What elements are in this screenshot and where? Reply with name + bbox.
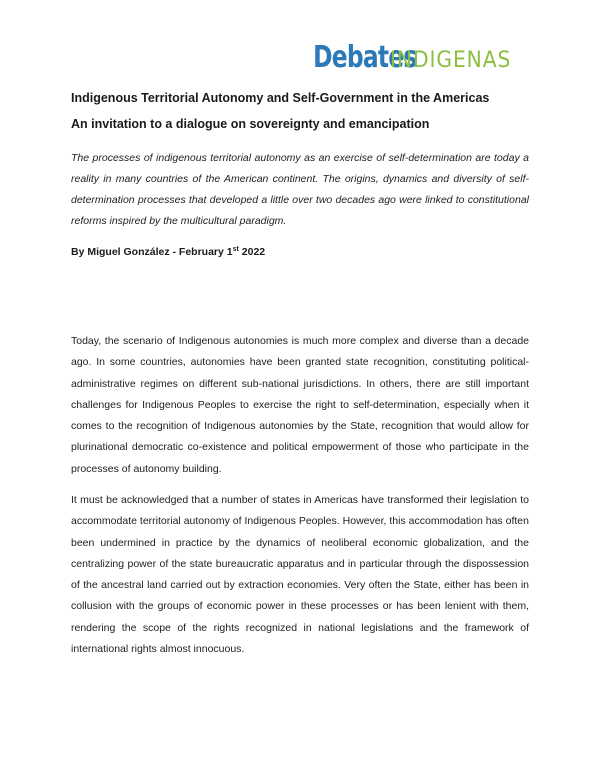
byline-date-suffix: st [232,246,239,253]
article-title: Indigenous Territorial Autonomy and Self-Government in the Americas [71,91,490,105]
debates-indigenas-logo [284,40,522,80]
byline-text: By Miguel González - February 1 [71,246,233,258]
body-paragraph-2: It must be acknowledged that a number of states in Americas have transformed their legislation to accommodate territorial autonomy of Indigenous Peoples. However, this accommodation has often been undermined in practice by the dynamics of neoliberal economic globalization, and the centralizing power of the state bureaucratic apparatus and in particular through the dispossession of the ancestral land carried out by extraction economies. Very often the State, either has been in collusion with the groups of economic power in these processes or has been lenient with them, rendering the scope of the rights recognized in national legislations and the framework of international rights almost innocuous. [71,494,529,656]
article-abstract: The processes of indigenous territorial autonomy as an exercise of self-determination are today a reality in many countries of the American continent. The origins, dynamics and diversity of self-determination processes that developed a little over two decades ago were linked to constitutional reforms inspired by the multicultural paradigm. [71,152,529,227]
article-subtitle: An invitation to a dialogue on sovereignty and emancipation [71,117,430,131]
logo-indigenas-text: INDIGENAS [390,48,512,73]
body-paragraph-1: Today, the scenario of Indigenous autonomies is much more complex and diverse than a decade ago. In some countries, autonomies have been granted state recognition, constituting political-administrative regimes on different sub-national jurisdictions. In others, there are still important challenges for Indigenous Peoples to exercise the right to self-determination, especially when it comes to the recognition of Indigenous autonomies by the State, recognition that would allow for plurinational democratic co-existence and political empowerment of those who participate in the processes of autonomy building. [71,335,529,475]
article-byline [71,244,265,260]
logo-debates-text: Debates [312,40,417,75]
byline-year: 2022 [238,246,266,258]
